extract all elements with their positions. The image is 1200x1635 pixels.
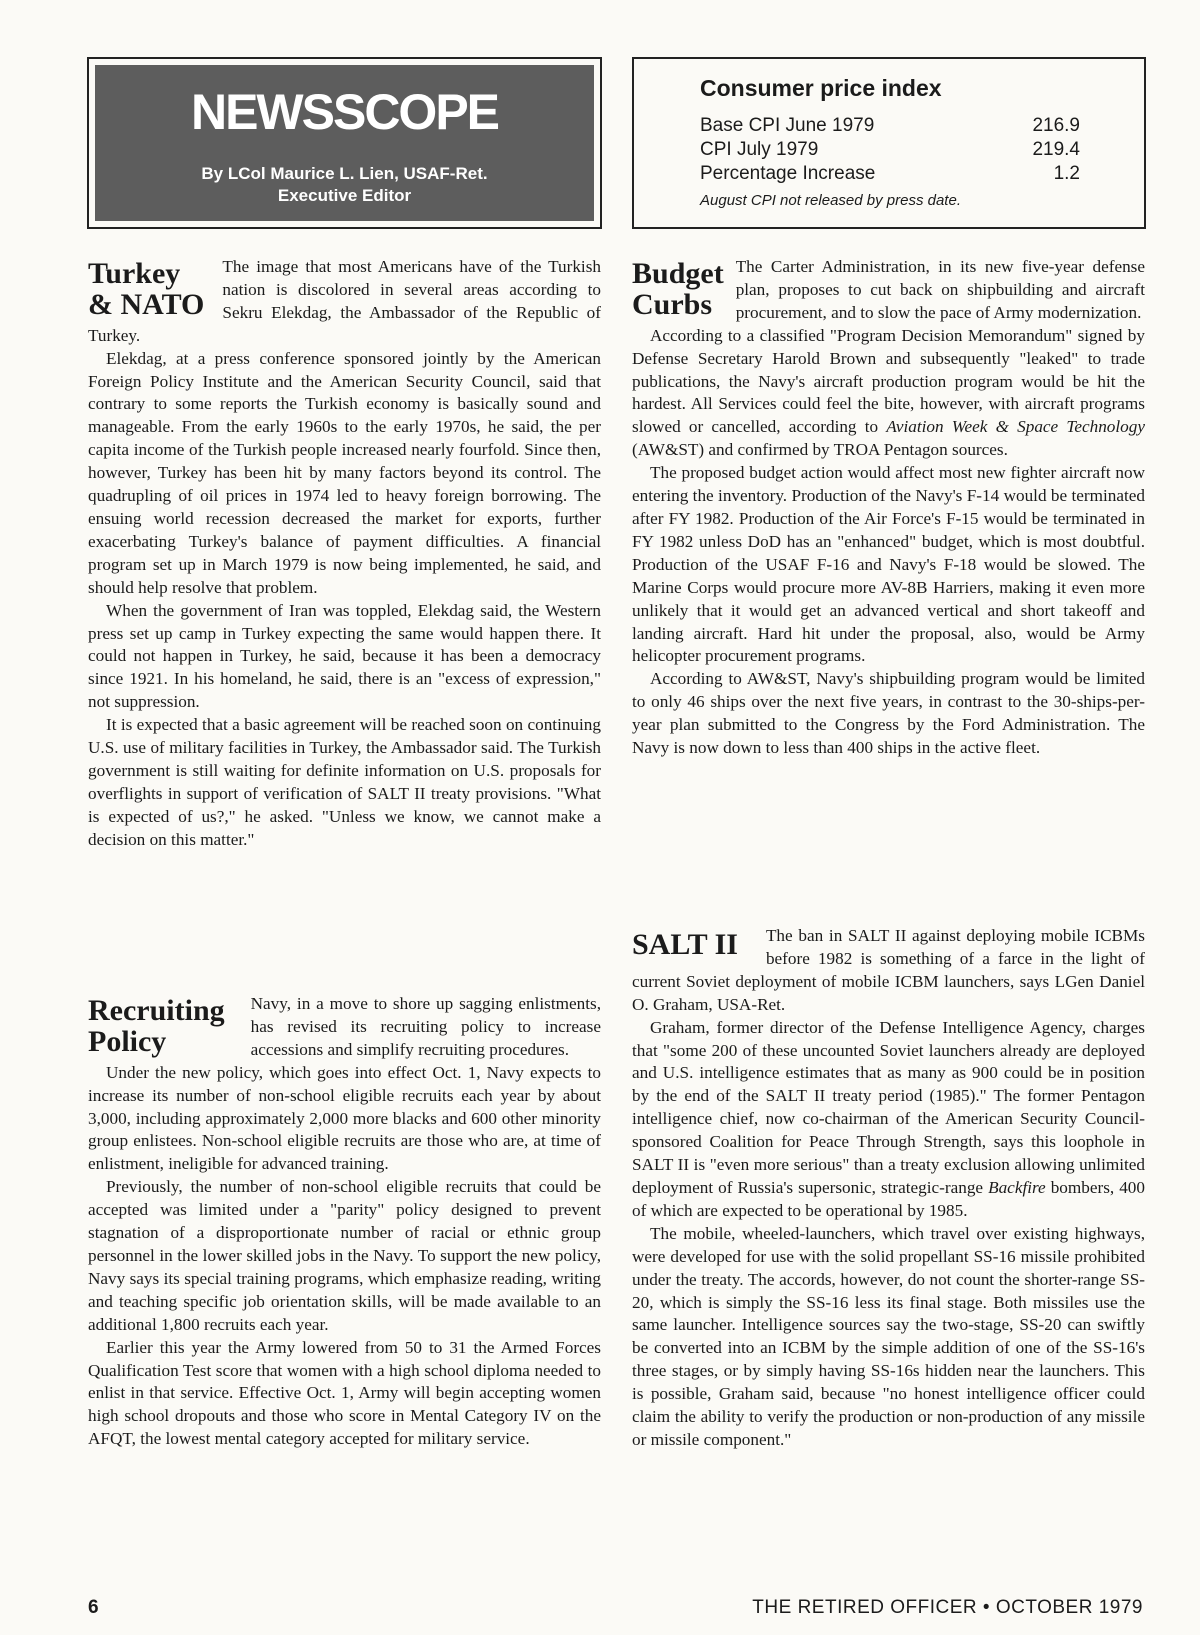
headline-line: Recruiting [88,994,225,1027]
article-paragraph: The image that most Americans have of the Turkish nation is discolored in several areas according to Sekru Elekdag, the Ambassador of the Republic of Turkey. [88,257,601,345]
article-paragraph: The Carter Administration, in its new five-year defense plan, proposes to cut back on shipbuilding and aircraft procurement, and to slow the pace of Army modernization. [735,257,1145,322]
article-paragraph [632,1017,1145,1223]
article-paragraph [632,325,1145,462]
newsscope-header-box [87,57,602,229]
text-run: bombers, 400 of which are expected to be operational by 1985. [632,1177,1145,1220]
article-turkey-nato [88,256,601,852]
cpi-box [632,57,1146,229]
article-headline [88,256,204,320]
article-headline [88,993,225,1057]
article-paragraph: Elekdag, at a press conference sponsored jointly by the American Foreign Policy Institute and the American Security Council, said that contrary to some reports the Turkish economy is basically sound and manageable. From the early 1960s to the early 1970s, he said, the per capita income of the Turkish people increased nearly fourfold. Since then, however, Turkey has been hit by many factors beyond its control. The quadrupling of oil prices in 1974 led to heavy foreign borrowing. The ensuing world recession decreased the market for exports, further exacerbating Turkey's balance of payment difficulties. A financial program set up in March 1979 is now being implemented, he said, and should help resolve that problem. [88,348,601,597]
article-paragraph: When the government of Iran was toppled, Elekdag said, the Western press set up camp in Turkey expecting the same would happen there. It could not happen in Turkey, he said, because it has been a democracy since 1921. In his homeland, he said, there is an "excess of expression," not suppression. [88,600,601,712]
headline-line: & NATO [88,288,205,321]
article-paragraph: Earlier this year the Army lowered from 50 to 31 the Armed Forces Qualification Test score that women with a high school diploma needed to enlist in that service. Effective Oct. 1, Army will begin accepting women high school dropouts and those who score in Mental Category IV on the AFQT, the lowest mental category accepted for military service. [88,1337,601,1449]
article-paragraph: Navy, in a move to shore up sagging enlistments, has revised its recruiting policy to increase accessions and simplify recruiting procedures. [250,994,601,1059]
text-run: Graham, former director of the Defense Intelligence Agency, charges that "some 200 of these uncounted Soviet launchers already are deployed and U.S. intelligence estimates that as many as 900 could be in position by the end of the SALT II treaty period (1985)." The former Pentagon intelligence chief, now co-chairman of the American Security Council-sponsored Coalition for Peace Through Strength, says this loophole in SALT II is "even more serious" than a treaty exclusion allowing unlimited deployment of Russia's supersonic, strategic-range [632,1017,1145,1197]
cpi-title: Consumer price index [700,75,942,101]
article-paragraph: The mobile, wheeled-launchers, which travel over existing highways, were developed for use with the solid propellant SS-16 missile prohibited under the treaty. The accords, however, do not count the shorter-range SS-20, which is simply the SS-16 less its final stage. Both missiles use the same launcher. Intelligence sources say the two-stage, SS-20 can swiftly be converted into an ICBM by the simple addition of one of the SS-16's three stages, or by simply having SS-16s hidden near the launchers. This is possible, Graham said, because "no honest intelligence officer could claim the ability to verify the production or non-production of any missile or missile component." [632,1223,1145,1449]
headline-line: Budget [632,257,724,290]
cpi-value: 1.2 [1053,163,1080,184]
cpi-note: August CPI not released by press date. [700,192,961,209]
article-paragraph: The ban in SALT II against deploying mobile ICBMs before 1982 is something of a farce in the light of current Soviet deployment of mobile ICBM launchers, says LGen Daniel O. Graham, USA-Ret. [632,926,1145,1014]
running-footer: THE RETIRED OFFICER • OCTOBER 1979 [752,1597,1143,1618]
article-paragraph: The proposed budget action would affect most new fighter aircraft now entering the inventory. Production of the Navy's F-14 would be terminated after FY 1982. Production of the Air Force's F-15 would be terminated in FY 1982 unless DoD has an "enhanced" budget, which is most doubtful. Production of the USAF F-16 and Navy's F-18 would be slowed. The Marine Corps would procure more AV-8B Harriers, making it even more unlikely that it would get an advanced vertical and short takeoff and landing aircraft. Hard hit under the proposal, also, would be Army helicopter procurement programs. [632,463,1145,666]
byline-role: Executive Editor [277,186,412,205]
section-title: NEWSSCOPE [190,84,499,140]
page-number: 6 [88,1597,99,1618]
article-headline [632,256,724,320]
cpi-label: CPI July 1979 [700,139,819,160]
publication-title: Aviation Week & Space Technology [886,417,1145,437]
headline-line: SALT II [632,928,738,961]
text-run: According to a classified "Program Decision Memorandum" signed by Defense Secretary Harold Brown and subsequently "leaked" to trade publications, the Navy's aircraft production program would be hit the hardest. All Services could feel the bite, however, with aircraft programs slowed or cancelled, according to [632,325,1145,437]
article-budget-curbs [632,256,1145,760]
headline-line: Curbs [632,288,713,321]
cpi-value: 219.4 [1032,139,1080,160]
newsscope-banner [95,65,594,221]
article-paragraph: Previously, the number of non-school eligible recruits that could be accepted was limited under a "parity" policy designed to prevent stagnation of a disproportionate number of racial or ethnic group personnel in the lower skilled jobs in the Navy. To support the new policy, Navy says its special training programs, which emphasize reading, writing and teaching specific job orientation skills, will be made available to an additional 1,800 recruits each year. [88,1177,601,1334]
byline: By LCol Maurice L. Lien, USAF-Ret. [201,164,488,183]
headline-line: Policy [88,1025,167,1058]
article-salt-ii [632,925,1145,1452]
article-headline [632,925,738,960]
text-run: (AW&ST) and confirmed by TROA Pentagon sources. [632,440,1008,460]
headline-line: Turkey [88,257,181,290]
cpi-label: Percentage Increase [700,163,876,184]
cpi-value: 216.9 [1032,115,1080,136]
cpi-label: Base CPI June 1979 [700,115,875,136]
article-paragraph: Under the new policy, which goes into effect Oct. 1, Navy expects to increase its number of non-school eligible recruits each year by about 3,000, including approximately 2,000 more blacks and 600 other minority group enlistees. Non-school eligible recruits are those who are, at time of enlistment, ineligible for advanced training. [88,1062,601,1174]
aircraft-name: Backfire [988,1177,1046,1197]
article-paragraph: It is expected that a basic agreement will be reached soon on continuing U.S. use of military facilities in Turkey, the Ambassador said. The Turkish government is still waiting for definite information on U.S. proposals for overflights in support of verification of SALT II treaty provisions. "What is expected of us?," he asked. "Unless we know, we cannot make a decision on this matter." [88,715,601,849]
article-paragraph: According to AW&ST, Navy's shipbuilding program would be limited to only 46 ships over the next five years, in contrast to the 30-ships-per-year plan submitted to the Congress by the Ford Administration. The Navy is now down to less than 400 ships in the active fleet. [632,669,1145,758]
article-recruiting-policy [88,993,601,1451]
